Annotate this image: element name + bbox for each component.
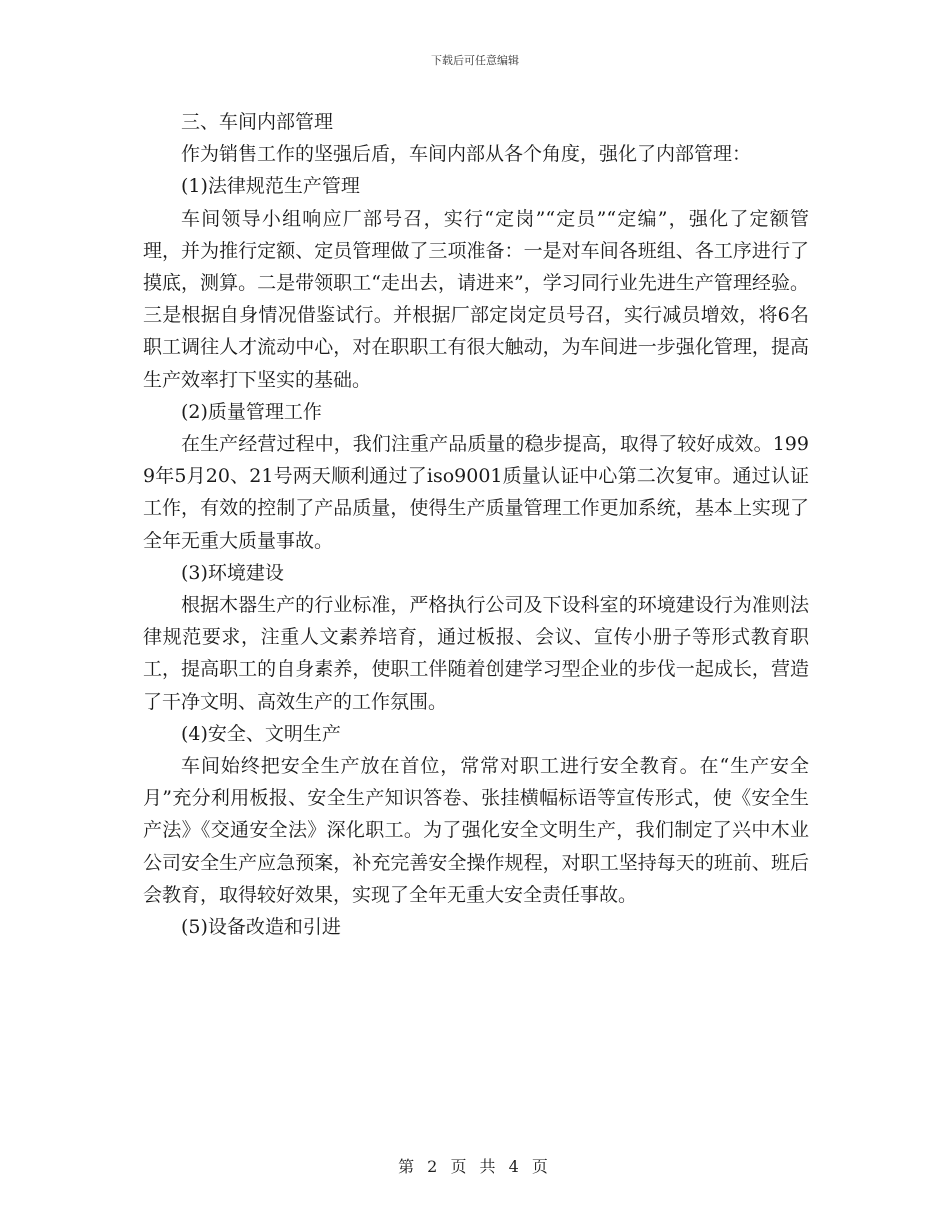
page-number: 第 2 页 共 4 页	[398, 1157, 552, 1176]
document-body	[143, 106, 809, 943]
paragraph-environment: 根据木器生产的行业标准，严格执行公司及下设科室的环境建设行为准则法律规范要求，注重人文素养培育，通过板报、会议、宣传小册子等形式教育职工，提高职工的自身素养，使职工伴随着创建学习型企业的步伐一起成长，营造了干净文明、高效生产的工作氛围。	[143, 594, 809, 713]
page-header-note: 下载后可任意编辑	[431, 54, 519, 67]
subheading-safety: (4)安全、文明生产	[181, 722, 341, 745]
paragraph-safety: 车间始终把安全生产放在首位，常常对职工进行安全教育。在“生产安全月”充分利用板报、安全生产知识答卷、张挂横幅标语等宣传形式，使《安全生产法》《交通安全法》深化职工。为了强化安全文明生产，我们制定了兴中木业公司安全生产应急预案，补充完善安全操作规程，对职工坚持每天的班前、班后会教育，取得较好效果，实现了全年无重大安全责任事故。	[143, 755, 809, 906]
subheading-legal-management: (1)法律规范生产管理	[181, 175, 360, 198]
paragraph-quality-management: 在生产经营过程中，我们注重产品质量的稳步提高，取得了较好成效。1999年5月20、21号两天顺利通过了iso9001质量认证中心第二次复审。通过认证工作，有效的控制了产品质量，使得生产质量管理工作更加系统，基本上实现了全年无重大质量事故。	[143, 433, 809, 552]
subheading-equipment: (5)设备改造和引进	[181, 916, 341, 939]
section-heading: 三、车间内部管理	[181, 111, 334, 133]
subheading-quality-management: (2)质量管理工作	[181, 400, 322, 423]
paragraph-legal-management: 车间领导小组响应厂部号召，实行“定岗”“定员”“定编”，强化了定额管理，并为推行定额、定员管理做了三项准备：一是对车间各班组、各工序进行了摸底，测算。二是带领职工“走出去，请进来”，学习同行业先进生产管理经验。三是根据自身情况借鉴试行。并根据厂部定岗定员号召，实行减员增效，将6名职工调往人才流动中心，对在职职工有很大触动，为车间进一步强化管理，提高生产效率打下坚实的基础。	[143, 207, 809, 391]
intro-paragraph: 作为销售工作的坚强后盾，车间内部从各个角度，强化了内部管理：	[181, 143, 752, 166]
subheading-environment: (3)环境建设	[181, 561, 284, 584]
